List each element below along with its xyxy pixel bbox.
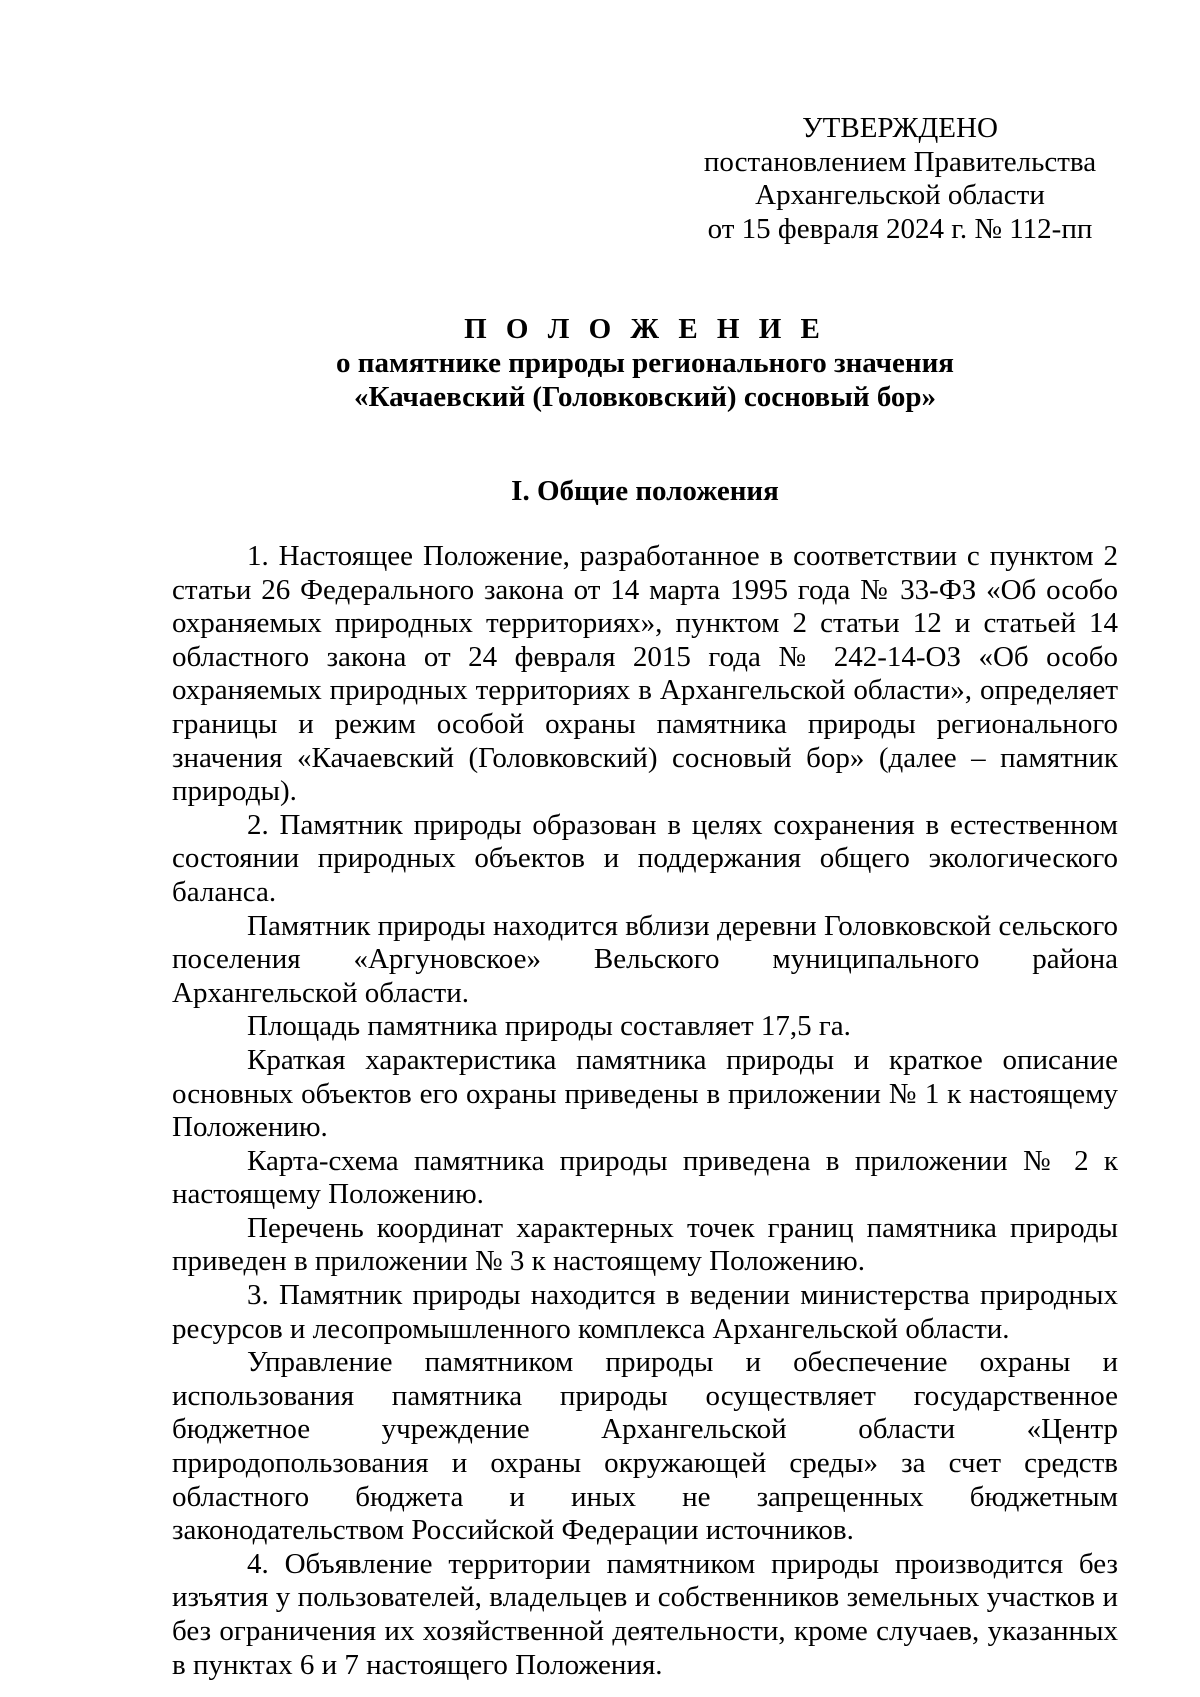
section-heading: I. Общие положения [511, 475, 779, 507]
approval-region-line: Архангельской области [755, 179, 1045, 211]
paragraph: Площадь памятника природы составляет 17,5 га. [247, 1010, 851, 1043]
approval-stamp-block [700, 112, 1100, 246]
document-title: П О Л О Ж Е Н И Е [464, 313, 826, 345]
paragraph: Памятник природы находится вблизи деревни Головковской сельского поселения «Аргуновское» Вельского муниципального района Архангельской области. [172, 909, 1118, 1009]
approval-resolution-line: постановлением Правительства [703, 145, 1097, 178]
document-body [172, 540, 1118, 1682]
paragraph: 4. Объявление территории памятником природы производится без изъятия у пользователей, владельцев и собственников земельных участков и без ограничения их хозяйственной деятельности, кроме случаев, указанных в пунктах 6 и 7 настоящего Положения. [172, 1547, 1118, 1681]
document-title-block [172, 312, 1118, 414]
paragraph: Перечень координат характерных точек границ памятника природы приведен в приложении № 3 к настоящему Положению. [172, 1211, 1118, 1278]
approval-heading: УТВЕРЖДЕНО [802, 112, 998, 144]
approval-date-number-line: от 15 февраля 2024 г. № 112-пп [707, 212, 1093, 245]
paragraph: 2. Памятник природы образован в целях сохранения в естественном состоянии природных объектов и поддержания общего экологического баланса. [172, 808, 1118, 908]
paragraph: 1. Настоящее Положение, разработанное в соответствии с пунктом 2 статьи 26 Федерального закона от 14 марта 1995 года № 33-ФЗ «Об особо охраняемых природных территориях», пунктом 2 статьи 12 и статьей 14 областного закона от 24 февраля 2015 года № 242-14-ОЗ «Об особо охраняемых природных территориях в Архангельской области», определяет границы и режим особой охраны памятника природы регионального значения «Качаевский (Головковский) сосновый бор» (далее – памятник природы). [172, 540, 1118, 808]
paragraph: Управление памятником природы и обеспечение охраны и использования памятника природы осуществляет государственное бюджетное учреждение Архангельской области «Центр природопользования и охраны окружающей среды» за счет средств областного бюджета и иных не запрещенных бюджетным законодательством Российской Федерации источников. [172, 1346, 1118, 1547]
paragraph: Карта-схема памятника природы приведена в приложении № 2 к настоящему Положению. [172, 1144, 1118, 1211]
paragraph: 3. Памятник природы находится в ведении министерства природных ресурсов и лесопромышленного комплекса Архангельской области. [172, 1279, 1118, 1345]
document-object-name: «Качаевский (Головковский) сосновый бор» [353, 381, 937, 413]
paragraph: Краткая характеристика памятника природы и краткое описание основных объектов его охраны приведены в приложении № 1 к настоящему Положению. [172, 1043, 1118, 1144]
document-subtitle: о памятнике природы регионального значения [336, 347, 954, 379]
